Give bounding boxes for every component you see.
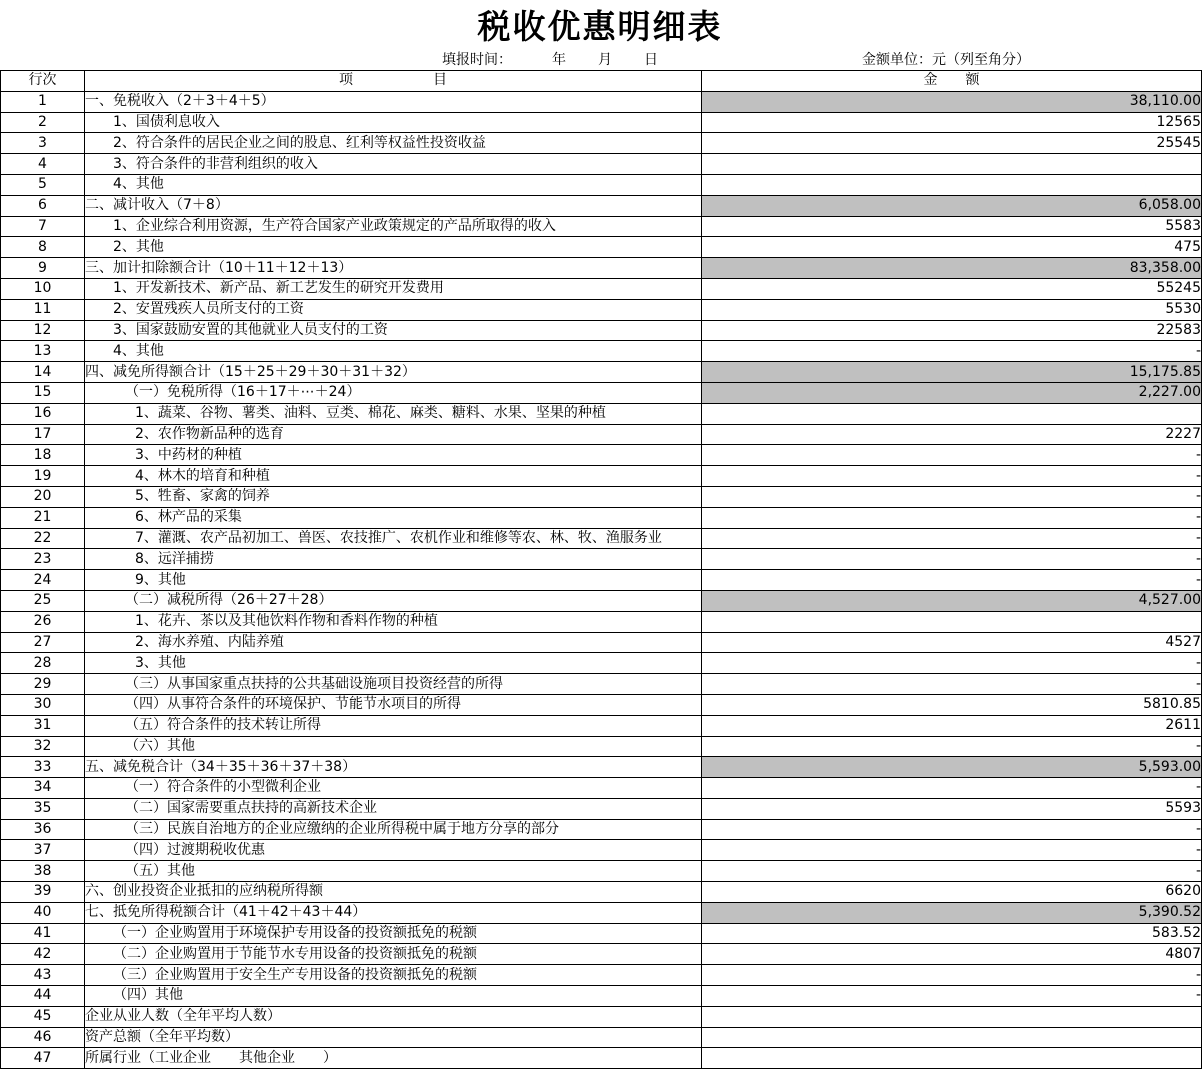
amount-cell[interactable]: - bbox=[702, 445, 1202, 466]
table-row bbox=[1, 174, 1202, 195]
header-item-char-a: 项 bbox=[339, 72, 353, 89]
table-row bbox=[1, 237, 1202, 258]
item-cell: 七、抵免所得税额合计（41＋42＋43＋44） bbox=[85, 902, 702, 923]
row-number-cell: 20 bbox=[1, 486, 85, 507]
amount-cell[interactable]: - bbox=[702, 570, 1202, 591]
amount-cell[interactable] bbox=[702, 611, 1202, 632]
amount-cell[interactable]: 22583 bbox=[702, 320, 1202, 341]
amount-cell[interactable]: - bbox=[702, 507, 1202, 528]
row-number-cell: 14 bbox=[1, 362, 85, 383]
amount-cell[interactable] bbox=[702, 403, 1202, 424]
table-row bbox=[1, 965, 1202, 986]
row-number-cell: 10 bbox=[1, 278, 85, 299]
row-number-cell: 35 bbox=[1, 798, 85, 819]
item-cell: （五）其他 bbox=[85, 861, 702, 882]
item-cell: （二）减税所得（26＋27＋28） bbox=[85, 590, 702, 611]
item-cell: 4、其他 bbox=[85, 174, 702, 195]
amount-cell[interactable] bbox=[702, 174, 1202, 195]
item-cell: （一）企业购置用于环境保护专用设备的投资额抵免的税额 bbox=[85, 923, 702, 944]
item-cell: 1、蔬菜、谷物、薯类、油料、豆类、棉花、麻类、糖料、水果、坚果的种植 bbox=[85, 403, 702, 424]
item-cell: 1、花卉、茶以及其他饮料作物和香料作物的种植 bbox=[85, 611, 702, 632]
item-cell: （一）免税所得（16＋17＋⋯＋24） bbox=[85, 382, 702, 403]
item-cell: 8、远洋捕捞 bbox=[85, 549, 702, 570]
item-cell: （三）企业购置用于安全生产专用设备的投资额抵免的税额 bbox=[85, 965, 702, 986]
amount-cell[interactable]: 12565 bbox=[702, 112, 1202, 133]
row-number-cell: 19 bbox=[1, 466, 85, 487]
row-number-cell: 45 bbox=[1, 1006, 85, 1027]
amount-cell[interactable]: 2227 bbox=[702, 424, 1202, 445]
item-cell: 7、灌溉、农产品初加工、兽医、农技推广、农机作业和维修等农、林、牧、渔服务业 bbox=[85, 528, 702, 549]
item-cell: 企业从业人数（全年平均人数） bbox=[85, 1006, 702, 1027]
amount-cell[interactable]: 25545 bbox=[702, 133, 1202, 154]
subtotal-amount-cell[interactable]: 38,110.00 bbox=[702, 91, 1202, 112]
item-cell: 四、减免所得额合计（15＋25＋29＋30＋31＋32） bbox=[85, 362, 702, 383]
header-amount-char-b: 额 bbox=[965, 72, 980, 89]
row-number-cell: 8 bbox=[1, 237, 85, 258]
table-row bbox=[1, 611, 1202, 632]
amount-cell[interactable]: - bbox=[702, 965, 1202, 986]
amount-cell[interactable] bbox=[702, 1048, 1202, 1069]
table-row bbox=[1, 944, 1202, 965]
table-row bbox=[1, 986, 1202, 1007]
row-number-cell: 42 bbox=[1, 944, 85, 965]
amount-cell[interactable]: - bbox=[702, 861, 1202, 882]
item-cell: 3、中药材的种植 bbox=[85, 445, 702, 466]
row-number-cell: 1 bbox=[1, 91, 85, 112]
row-number-cell: 32 bbox=[1, 736, 85, 757]
amount-cell[interactable]: - bbox=[702, 674, 1202, 695]
amount-cell[interactable] bbox=[702, 1027, 1202, 1048]
row-number-cell: 28 bbox=[1, 653, 85, 674]
table-row bbox=[1, 778, 1202, 799]
subtotal-amount-cell[interactable]: 2,227.00 bbox=[702, 382, 1202, 403]
table-row bbox=[1, 403, 1202, 424]
row-number-cell: 31 bbox=[1, 715, 85, 736]
item-cell: 资产总额（全年平均数） bbox=[85, 1027, 702, 1048]
table-row bbox=[1, 819, 1202, 840]
item-cell: 所属行业（工业企业 其他企业 ） bbox=[85, 1048, 702, 1069]
table-row bbox=[1, 861, 1202, 882]
table-row bbox=[1, 653, 1202, 674]
row-number-cell: 39 bbox=[1, 882, 85, 903]
table-row bbox=[1, 902, 1202, 923]
table-row bbox=[1, 674, 1202, 695]
row-number-cell: 11 bbox=[1, 299, 85, 320]
row-number-cell: 33 bbox=[1, 757, 85, 778]
item-cell: 1、企业综合利用资源，生产符合国家产业政策规定的产品所取得的收入 bbox=[85, 216, 702, 237]
item-cell: 2、其他 bbox=[85, 237, 702, 258]
amount-cell[interactable]: - bbox=[702, 778, 1202, 799]
item-cell: 一、免税收入（2＋3＋4＋5） bbox=[85, 91, 702, 112]
row-number-cell: 13 bbox=[1, 341, 85, 362]
table-row bbox=[1, 570, 1202, 591]
table-row bbox=[1, 382, 1202, 403]
amount-cell[interactable]: - bbox=[702, 986, 1202, 1007]
row-number-cell: 26 bbox=[1, 611, 85, 632]
subtotal-amount-cell[interactable]: 5,593.00 bbox=[702, 757, 1202, 778]
table-row bbox=[1, 216, 1202, 237]
table-row bbox=[1, 445, 1202, 466]
item-cell: 3、其他 bbox=[85, 653, 702, 674]
item-cell: 4、其他 bbox=[85, 341, 702, 362]
table-row bbox=[1, 299, 1202, 320]
header-amount bbox=[702, 71, 1202, 92]
row-number-cell: 36 bbox=[1, 819, 85, 840]
table-row bbox=[1, 133, 1202, 154]
row-number-cell: 29 bbox=[1, 674, 85, 695]
amount-cell[interactable] bbox=[702, 154, 1202, 175]
row-number-cell: 23 bbox=[1, 549, 85, 570]
fill-time-label: 填报时间： bbox=[442, 52, 512, 68]
table-row bbox=[1, 590, 1202, 611]
table-row bbox=[1, 320, 1202, 341]
row-number-cell: 46 bbox=[1, 1027, 85, 1048]
table-row bbox=[1, 923, 1202, 944]
item-cell: （三）从事国家重点扶持的公共基础设施项目投资经营的所得 bbox=[85, 674, 702, 695]
subtotal-amount-cell[interactable]: 83,358.00 bbox=[702, 258, 1202, 279]
item-cell: 五、减免税合计（34＋35＋36＋37＋38） bbox=[85, 757, 702, 778]
subtotal-amount-cell[interactable]: 6,058.00 bbox=[702, 195, 1202, 216]
item-cell: （四）从事符合条件的环境保护、节能节水项目的所得 bbox=[85, 694, 702, 715]
row-number-cell: 18 bbox=[1, 445, 85, 466]
item-cell: 6、林产品的采集 bbox=[85, 507, 702, 528]
row-number-cell: 40 bbox=[1, 902, 85, 923]
amount-cell[interactable]: 55245 bbox=[702, 278, 1202, 299]
row-number-cell: 21 bbox=[1, 507, 85, 528]
amount-cell[interactable]: 6620 bbox=[702, 882, 1202, 903]
fill-time-line bbox=[442, 50, 658, 70]
amount-cell[interactable]: - bbox=[702, 341, 1202, 362]
table-row bbox=[1, 341, 1202, 362]
row-number-cell: 24 bbox=[1, 570, 85, 591]
amount-cell[interactable]: - bbox=[702, 840, 1202, 861]
subtotal-amount-cell[interactable]: 15,175.85 bbox=[702, 362, 1202, 383]
table-row bbox=[1, 486, 1202, 507]
item-cell: （四）其他 bbox=[85, 986, 702, 1007]
amount-cell[interactable]: - bbox=[702, 466, 1202, 487]
day-label: 日 bbox=[644, 52, 658, 68]
amount-cell[interactable]: 5593 bbox=[702, 798, 1202, 819]
header-row-no: 行次 bbox=[1, 71, 85, 92]
row-number-cell: 12 bbox=[1, 320, 85, 341]
subtotal-amount-cell[interactable]: 5,390.52 bbox=[702, 902, 1202, 923]
item-cell: 六、创业投资企业抵扣的应纳税所得额 bbox=[85, 882, 702, 903]
amount-cell[interactable]: - bbox=[702, 653, 1202, 674]
header-item bbox=[85, 71, 702, 92]
table-row bbox=[1, 1048, 1202, 1069]
table-row bbox=[1, 112, 1202, 133]
amount-cell[interactable]: - bbox=[702, 486, 1202, 507]
row-number-cell: 25 bbox=[1, 590, 85, 611]
amount-unit-label: 金额单位：元（列至角分） bbox=[862, 52, 1030, 68]
row-number-cell: 44 bbox=[1, 986, 85, 1007]
page-title: 税收优惠明细表 bbox=[477, 7, 723, 46]
item-cell: 2、农作物新品种的选育 bbox=[85, 424, 702, 445]
amount-cell[interactable]: 475 bbox=[702, 237, 1202, 258]
amount-cell[interactable]: - bbox=[702, 549, 1202, 570]
table-row bbox=[1, 1006, 1202, 1027]
row-number-cell: 22 bbox=[1, 528, 85, 549]
item-cell: （二）企业购置用于节能节水专用设备的投资额抵免的税额 bbox=[85, 944, 702, 965]
table-row bbox=[1, 507, 1202, 528]
amount-cell[interactable]: 5583 bbox=[702, 216, 1202, 237]
item-cell: 9、其他 bbox=[85, 570, 702, 591]
item-cell: 1、国债利息收入 bbox=[85, 112, 702, 133]
item-cell: 4、林木的培育和种植 bbox=[85, 466, 702, 487]
table-row bbox=[1, 1027, 1202, 1048]
amount-cell[interactable]: 583.52 bbox=[702, 923, 1202, 944]
amount-cell[interactable]: 2611 bbox=[702, 715, 1202, 736]
item-cell: 3、符合条件的非营利组织的收入 bbox=[85, 154, 702, 175]
item-cell: 2、符合条件的居民企业之间的股息、红利等权益性投资收益 bbox=[85, 133, 702, 154]
row-number-cell: 30 bbox=[1, 694, 85, 715]
row-number-cell: 34 bbox=[1, 778, 85, 799]
amount-cell[interactable]: 5530 bbox=[702, 299, 1202, 320]
table-row bbox=[1, 798, 1202, 819]
item-cell: 5、牲畜、家禽的饲养 bbox=[85, 486, 702, 507]
month-label: 月 bbox=[598, 52, 612, 68]
table-row bbox=[1, 632, 1202, 653]
row-number-cell: 9 bbox=[1, 258, 85, 279]
item-cell: （二）国家需要重点扶持的高新技术企业 bbox=[85, 798, 702, 819]
header-item-char-b: 目 bbox=[433, 72, 447, 89]
subtotal-amount-cell[interactable]: 4,527.00 bbox=[702, 590, 1202, 611]
row-number-cell: 5 bbox=[1, 174, 85, 195]
row-number-cell: 3 bbox=[1, 133, 85, 154]
row-number-cell: 37 bbox=[1, 840, 85, 861]
item-cell: 2、安置残疾人员所支付的工资 bbox=[85, 299, 702, 320]
row-number-cell: 47 bbox=[1, 1048, 85, 1069]
row-number-cell: 7 bbox=[1, 216, 85, 237]
row-number-cell: 38 bbox=[1, 861, 85, 882]
item-cell: （一）符合条件的小型微利企业 bbox=[85, 778, 702, 799]
table-row bbox=[1, 757, 1202, 778]
table-row bbox=[1, 528, 1202, 549]
table-row bbox=[1, 91, 1202, 112]
table-row bbox=[1, 882, 1202, 903]
table-row bbox=[1, 154, 1202, 175]
item-cell: 3、国家鼓励安置的其他就业人员支付的工资 bbox=[85, 320, 702, 341]
table-row bbox=[1, 424, 1202, 445]
amount-cell[interactable]: - bbox=[702, 528, 1202, 549]
table-row bbox=[1, 278, 1202, 299]
table-row bbox=[1, 466, 1202, 487]
row-number-cell: 15 bbox=[1, 382, 85, 403]
item-cell: （四）过渡期税收优惠 bbox=[85, 840, 702, 861]
item-cell: 2、海水养殖、内陆养殖 bbox=[85, 632, 702, 653]
table-row bbox=[1, 195, 1202, 216]
row-number-cell: 43 bbox=[1, 965, 85, 986]
table-row bbox=[1, 715, 1202, 736]
table-row bbox=[1, 549, 1202, 570]
amount-cell[interactable]: 5810.85 bbox=[702, 694, 1202, 715]
table-row bbox=[1, 840, 1202, 861]
item-cell: （五）符合条件的技术转让所得 bbox=[85, 715, 702, 736]
amount-cell[interactable]: 4807 bbox=[702, 944, 1202, 965]
table-row bbox=[1, 694, 1202, 715]
row-number-cell: 2 bbox=[1, 112, 85, 133]
row-number-cell: 17 bbox=[1, 424, 85, 445]
row-number-cell: 41 bbox=[1, 923, 85, 944]
row-number-cell: 4 bbox=[1, 154, 85, 175]
year-label: 年 bbox=[552, 52, 566, 68]
detail-table bbox=[0, 70, 1202, 1069]
table-body bbox=[1, 91, 1202, 1068]
table-row bbox=[1, 736, 1202, 757]
row-number-cell: 6 bbox=[1, 195, 85, 216]
amount-cell[interactable]: - bbox=[702, 819, 1202, 840]
row-number-cell: 16 bbox=[1, 403, 85, 424]
item-cell: 三、加计扣除额合计（10＋11＋12＋13） bbox=[85, 258, 702, 279]
header-amount-char-a: 金 bbox=[923, 72, 938, 89]
amount-cell[interactable]: - bbox=[702, 736, 1202, 757]
item-cell: 二、减计收入（7＋8） bbox=[85, 195, 702, 216]
amount-cell[interactable] bbox=[702, 1006, 1202, 1027]
item-cell: 1、开发新技术、新产品、新工艺发生的研究开发费用 bbox=[85, 278, 702, 299]
row-number-cell: 27 bbox=[1, 632, 85, 653]
amount-cell[interactable]: 4527 bbox=[702, 632, 1202, 653]
item-cell: （六）其他 bbox=[85, 736, 702, 757]
table-row bbox=[1, 258, 1202, 279]
table-header-row bbox=[1, 71, 1202, 92]
table-row bbox=[1, 362, 1202, 383]
item-cell: （三）民族自治地方的企业应缴纳的企业所得税中属于地方分享的部分 bbox=[85, 819, 702, 840]
